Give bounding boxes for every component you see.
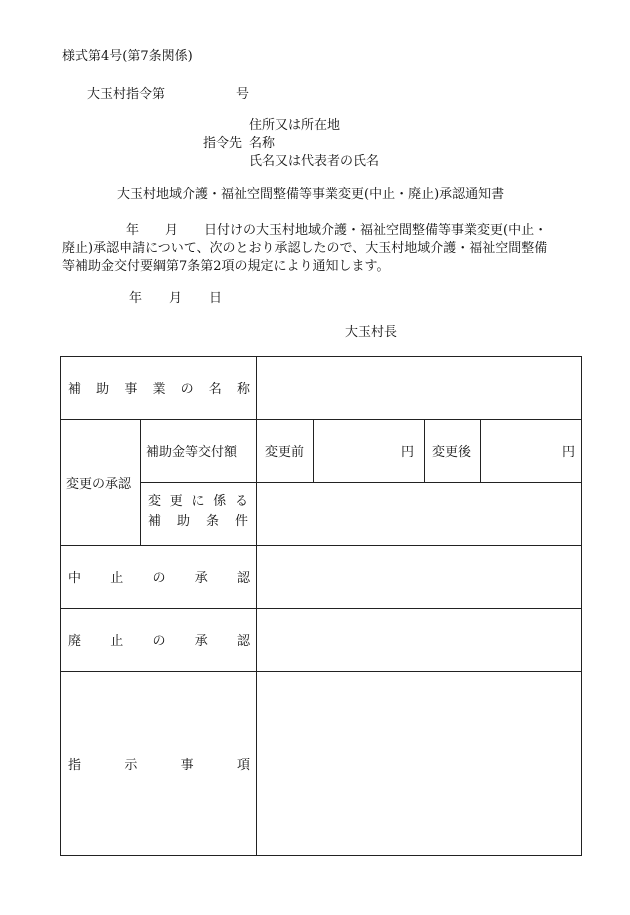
body-line-3: 等補助金交付要綱第7条第2項の規定により通知します。	[62, 259, 390, 274]
after-amount[interactable]	[481, 419, 575, 482]
table-border-bottom	[60, 855, 582, 856]
document-title: 大玉村地域介護・福祉空間整備等事業変更(中止・廃止)承認通知書	[117, 187, 505, 202]
approval-table	[60, 356, 582, 856]
conditions-label-line-1: 変 更 に 係 る	[148, 494, 248, 509]
recipient-address: 住所又は所在地	[249, 118, 341, 133]
conditions-label-line-2: 補 助 条 件	[148, 514, 248, 529]
date-month: 月	[169, 291, 183, 306]
before-amount[interactable]	[314, 419, 414, 482]
conditions-label	[148, 492, 248, 532]
after-label: 変更後	[432, 445, 472, 460]
table-divider-sub	[140, 419, 141, 545]
conditions-value[interactable]	[257, 483, 581, 545]
form-number: 様式第4号(第7条関係)	[62, 49, 193, 64]
abolition-value[interactable]	[257, 609, 581, 671]
table-border-right	[581, 356, 582, 856]
before-label: 変更前	[265, 445, 305, 460]
recipient-label: 指令先	[203, 136, 243, 151]
suspension-label: 中 止 の 承 認	[68, 571, 250, 586]
project-name-value[interactable]	[257, 356, 581, 419]
issuer: 大玉村長	[345, 325, 398, 340]
body-line-1: 年 月 日付けの大玉村地域介護・福祉空間整備等事業変更(中止・	[126, 223, 548, 238]
body-paragraph	[62, 222, 582, 276]
project-name-label: 補 助 事 業 の 名 称	[68, 382, 250, 397]
before-unit: 円	[400, 445, 414, 460]
date-year: 年	[129, 291, 143, 306]
table-border-left	[60, 356, 61, 856]
subsidy-amount-label: 補助金等交付額	[146, 445, 238, 460]
suspension-value[interactable]	[257, 546, 581, 608]
after-unit: 円	[561, 445, 575, 460]
abolition-label: 廃 止 の 承 認	[68, 634, 250, 649]
date-day: 日	[209, 291, 223, 306]
instructions-label: 指 示 事 項	[68, 757, 250, 773]
recipient-name: 名称	[249, 136, 276, 151]
table-divider-after-label	[424, 419, 425, 482]
command-number-prefix: 大玉村指令第	[87, 87, 166, 102]
instructions-value[interactable]	[257, 672, 581, 855]
command-number-suffix: 号	[236, 87, 250, 102]
recipient-representative: 氏名又は代表者の氏名	[249, 154, 380, 169]
body-line-2: 廃止)承認申請について、次のとおり承認したので、大玉村地域介護・福祉空間整備	[62, 241, 548, 256]
change-approval-label: 変更の承認	[66, 476, 132, 492]
